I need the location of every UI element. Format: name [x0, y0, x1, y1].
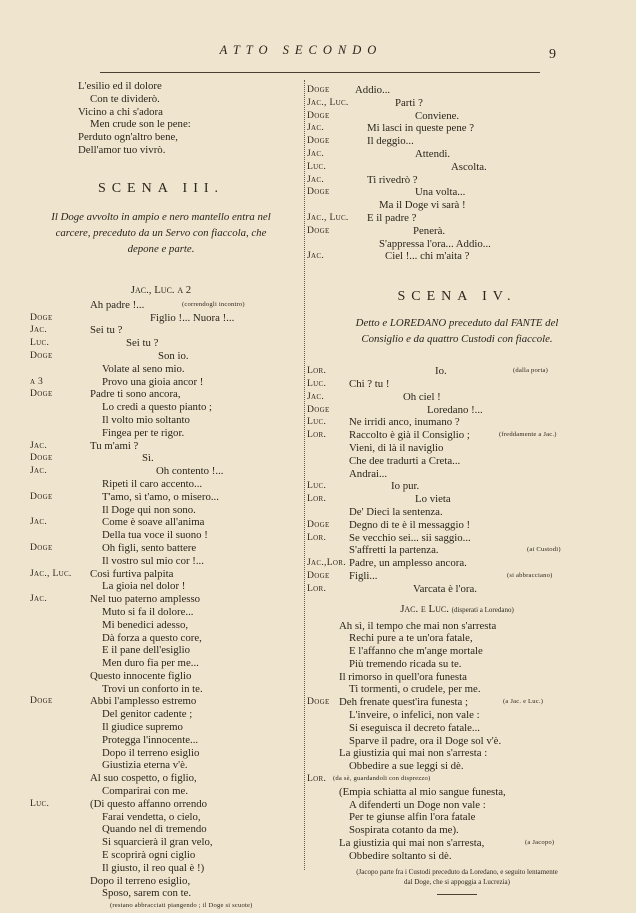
- dialogue-line: [30, 708, 292, 721]
- dialogue-line: [307, 506, 607, 519]
- verse-text: Protegga l'innocente...: [102, 733, 199, 746]
- verse-text: Loredano !...: [427, 403, 483, 416]
- end-rule: [437, 894, 477, 895]
- stage-direction-line: depone e parte.: [127, 242, 195, 255]
- dialogue-line: [30, 606, 292, 619]
- verse-text: Sposo, sarem con te.: [102, 887, 192, 900]
- dialogue-line: [307, 570, 607, 583]
- dialogue-line: [307, 135, 607, 148]
- dialogue-line: [307, 620, 607, 633]
- dialogue-block: [307, 620, 607, 863]
- verse-text: E il pane dell'esiglio: [102, 644, 190, 657]
- dialogue-line: [30, 734, 292, 747]
- dialogue-line: [307, 557, 607, 570]
- dialogue-line: [30, 324, 292, 337]
- dialogue-line: [30, 312, 292, 325]
- speaker-label: Jac.: [307, 122, 325, 134]
- verse-text: E scoprirà ogni ciglio: [102, 849, 196, 862]
- header-rule: [100, 72, 540, 73]
- speaker-label: Doge: [307, 696, 330, 708]
- verse-text: La giustizia qui mai non s'arresta,: [339, 837, 485, 850]
- speaker-label: Doge: [307, 84, 330, 95]
- stage-note: (a Jacopo): [525, 839, 555, 847]
- verse-text: Nel tuo paterno amplesso: [90, 593, 201, 606]
- verse-text: Lo vieta: [415, 493, 451, 506]
- dialogue-line: [307, 709, 607, 722]
- verse-text: Con te dividerò.: [90, 92, 160, 105]
- speaker-label: Lor.: [307, 773, 327, 785]
- verse-text: Padre ti sono ancora,: [90, 388, 181, 401]
- verse-line: [30, 131, 292, 144]
- verse-text: E il padre ?: [367, 211, 417, 224]
- dialogue-line: [30, 376, 292, 389]
- verse-text: Raccolto è già il Consiglio ;: [349, 429, 470, 442]
- dialogue-line: [307, 391, 607, 404]
- dialogue-line: [307, 671, 607, 684]
- dialogue-line: [307, 84, 607, 97]
- dialogue-line: [307, 238, 607, 251]
- closing-note-line: (Jacopo parte fra i Custodi preceduto da Loredano, e seguito lentamente: [356, 867, 558, 876]
- dialogue-line: [307, 225, 607, 238]
- stage-direction: [30, 209, 292, 257]
- dialogue-line: [307, 250, 607, 263]
- verse-text: Più tremendo ricada su te.: [349, 657, 462, 670]
- verse-line: [30, 118, 292, 131]
- dialogue-line: [30, 580, 292, 593]
- scene-heading: SCENA IV.: [397, 289, 517, 305]
- verse-text: Rechi pure a te un'ora fatale,: [349, 632, 473, 645]
- page-number: 9: [549, 47, 556, 62]
- verse-text: Una volta...: [415, 186, 466, 199]
- dialogue-line: [30, 798, 292, 811]
- stage-direction-line: carcere, preceduto da un Servo con fiaccola, che: [55, 226, 267, 239]
- dialogue-line: [30, 875, 292, 888]
- dialogue-line: [307, 186, 607, 199]
- dialogue-line: [30, 299, 292, 312]
- verse-text: Provo una gioia ancor !: [102, 375, 204, 388]
- verse-text: Ciel !... chi m'aita ?: [385, 250, 470, 263]
- dialogue-line: [307, 683, 607, 696]
- dialogue-line: [30, 759, 292, 772]
- speaker-label: Lor.: [307, 365, 327, 377]
- dialogue-line: [307, 811, 607, 824]
- verse-text: Dopo il terreno esiglio: [102, 746, 200, 759]
- dialogue-block: [30, 299, 292, 913]
- speaker-label: Lor.: [307, 493, 327, 505]
- verse-text: Padre, un amplesso ancora.: [349, 557, 467, 570]
- verse-text: Giustizia eterna v'è.: [102, 759, 188, 772]
- dialogue-line: [30, 849, 292, 862]
- verse-text: Vieni, di là il naviglio: [349, 441, 444, 454]
- stage-direction-line: Detto e LOREDANO preceduto dal FANTE del: [355, 317, 559, 330]
- speaker-label: Doge: [307, 403, 330, 415]
- verse-text: Son io.: [158, 349, 189, 362]
- verse-text: Ah sì, il tempo che mai non s'arresta: [339, 619, 497, 632]
- verse-text: Mi lasci in queste pene ?: [367, 122, 475, 135]
- dialogue-block: [307, 365, 607, 595]
- speaker-label: Doge: [307, 135, 330, 147]
- speaker-label: Jac., Luc.: [307, 211, 349, 223]
- speaker-label: Doge: [307, 109, 330, 121]
- dialogue-line: [30, 785, 292, 798]
- verse-text: Ascolta.: [451, 160, 487, 173]
- dialogue-line: [307, 199, 607, 212]
- dialogue-line: [30, 811, 292, 824]
- verse-text: Il volto mio soltanto: [102, 413, 190, 426]
- stage-note: (da sè, guardandoli con disprezzo): [333, 775, 431, 783]
- dialogue-line: [30, 721, 292, 734]
- speaker-label: Jac., Luc.: [30, 567, 72, 579]
- dialogue-line: [307, 658, 607, 671]
- verse-text: (Di questo affanno orrendo: [90, 797, 208, 810]
- dialogue-line: [30, 568, 292, 581]
- dialogue-line: [307, 161, 607, 174]
- verse-text: Volate al seno mio.: [102, 362, 185, 375]
- dialogue-line: [307, 97, 607, 110]
- verse-text: Io.: [435, 365, 447, 378]
- verse-text: Il rimorso in quell'ora funesta: [339, 670, 467, 683]
- dialogue-line: [307, 696, 607, 709]
- verse-text: Men crude son le pene:: [90, 118, 191, 131]
- dialogue-line: [307, 632, 607, 645]
- dialogue-line: [30, 363, 292, 376]
- verse-text: Oh contento !...: [156, 465, 224, 478]
- dialogue-line: [30, 632, 292, 645]
- dialogue-line: [30, 440, 292, 453]
- column-divider: [304, 80, 305, 870]
- dialogue-line: [30, 683, 292, 696]
- dialogue-line: [307, 760, 607, 773]
- verse-text: Degno di te è il messaggio !: [349, 518, 471, 531]
- dialogue-line: [307, 773, 607, 786]
- speaker-label: Luc.: [307, 377, 327, 389]
- verse-text: Ne irridi anco, inumano ?: [349, 416, 460, 429]
- verse-text: S'affretti la partenza.: [349, 544, 439, 557]
- dialogue-line: [30, 401, 292, 414]
- dialogue-line: [307, 174, 607, 187]
- verse-text: Ripeti il caro accento...: [102, 477, 203, 490]
- verse-text: (Empia schiatta al mio sangue funesta,: [339, 785, 506, 798]
- speaker-label: Jac.: [30, 516, 48, 528]
- verse-text: Mi benedici adesso,: [102, 618, 189, 631]
- speaker-label: Jac.: [307, 147, 325, 159]
- dialogue-line: [30, 465, 292, 478]
- dialogue-line: [30, 337, 292, 350]
- verse-line: [30, 93, 292, 106]
- speaker-label: Lor.: [307, 429, 327, 441]
- dialogue-line: [307, 429, 607, 442]
- dialogue-line: [307, 455, 607, 468]
- dialogue-line: [307, 148, 607, 161]
- verse-text: Addio...: [355, 84, 391, 96]
- speaker-label: Jac.: [307, 390, 325, 402]
- speaker-label: Jac.: [307, 173, 325, 185]
- speaker-label: Luc.: [307, 160, 327, 172]
- verse-text: Ma il Doge vi sarà !: [379, 199, 466, 212]
- verse-line: [30, 106, 292, 119]
- dialogue-line: [30, 836, 292, 849]
- verse-text: Chi ? tu !: [349, 377, 390, 390]
- dialogue-line: [307, 799, 607, 812]
- dialogue-line: [307, 110, 607, 123]
- stage-direction-line: Il Doge avvolto in ampio e nero mantello entra nel: [51, 210, 271, 223]
- speaker-label: Jac.,Lor.: [307, 557, 346, 569]
- speaker-label: Doge: [30, 311, 53, 323]
- verse-text: Muto si fa il dolore...: [102, 605, 194, 618]
- speaker-label: a 3: [30, 375, 44, 387]
- dialogue-line: [30, 747, 292, 760]
- verse-text: Varcata è l'ora.: [413, 582, 477, 595]
- verse-text: Andrai...: [349, 467, 388, 480]
- ensemble-heading-label: Jac. e Luc.: [400, 602, 449, 615]
- right-column: [307, 84, 607, 895]
- verse-text: Per te giunse alfin l'ora fatale: [349, 811, 476, 824]
- dialogue-line: [30, 350, 292, 363]
- dialogue-line: [30, 593, 292, 606]
- verse-text: Abbi l'amplesso estremo: [90, 695, 197, 708]
- verse-text: Ah padre !...: [90, 298, 145, 311]
- dialogue-line: [307, 404, 607, 417]
- verse-text: Tu m'ami ?: [90, 439, 139, 452]
- verse-text: Sì.: [142, 452, 154, 465]
- speaker-label: Doge: [307, 518, 330, 530]
- verse-text: Il giusto, il reo qual è !): [102, 861, 205, 874]
- speaker-label: Doge: [30, 541, 53, 553]
- verse-text: Dà forza a questo core,: [102, 631, 202, 644]
- verse-text: Dell'amor tuo vivrò.: [78, 143, 166, 156]
- verse-text: Oh figli, sento battere: [102, 541, 197, 554]
- verse-text: Figlio !... Nuora !...: [150, 311, 235, 324]
- verse-text: L'inveire, o infelici, non vale :: [349, 709, 480, 722]
- verse-text: Si squarcierà il gran velo,: [102, 836, 213, 849]
- dialogue-line: [30, 414, 292, 427]
- verse-text: E l'affanno che m'ange mortale: [349, 645, 483, 658]
- verse-text: Io pur.: [391, 480, 420, 493]
- dialogue-line: [307, 645, 607, 658]
- dialogue-line: [307, 544, 607, 557]
- verse-text: Obbedire soltanto si dè.: [349, 849, 452, 862]
- speaker-label: Jac.: [30, 439, 48, 451]
- verse-line: [30, 144, 292, 157]
- dialogue-line: [307, 480, 607, 493]
- verse-text: Ti tormenti, o crudele, per me.: [349, 683, 481, 696]
- dialogue-line: [30, 772, 292, 785]
- verse-text: Deh frenate quest'ira funesta ;: [339, 696, 469, 709]
- dialogue-line: [307, 532, 607, 545]
- verse-text: Dopo il terreno esiglio,: [90, 874, 191, 887]
- speaker-label: Doge: [30, 349, 53, 361]
- speaker-label: Doge: [307, 569, 330, 581]
- dialogue-line: [30, 504, 292, 517]
- dialogue-line: [307, 747, 607, 760]
- speaker-label: Doge: [307, 186, 330, 198]
- verse-text: Così furtiva palpita: [90, 567, 174, 580]
- stage-direction-line: Consiglio e da quattro Custodi con fiaccole.: [361, 333, 553, 346]
- stage-direction: [307, 315, 607, 347]
- dialogue-line: [30, 555, 292, 568]
- dialogue-line: [307, 378, 607, 391]
- verse-text: Se vecchio sei... sii saggio...: [349, 531, 471, 544]
- dialogue-line: [30, 491, 292, 504]
- stage-note: (ai Custodi): [527, 546, 561, 554]
- closing-note-line: dal Doge, che si appoggia a Lucrezia): [404, 877, 510, 886]
- verse-text: Obbedire a sue leggi si dè.: [349, 760, 464, 773]
- dialogue-line: [30, 388, 292, 401]
- verse-text: Del genitor cadente ;: [102, 708, 193, 721]
- verse-text: Il vostro sul mio cor !...: [102, 554, 204, 567]
- verse-text: Vicino a chi s'adora: [78, 105, 163, 118]
- verse-line: [30, 80, 292, 93]
- dialogue-line: [30, 478, 292, 491]
- dialogue-line: [307, 735, 607, 748]
- speaker-label: Jac.: [30, 593, 48, 605]
- verse-text: Penerà.: [413, 224, 446, 237]
- dialogue-line: [307, 365, 607, 378]
- stage-note: (a Jac. e Luc.): [503, 698, 544, 706]
- verse-text: La giustizia qui mai non s'arresta :: [339, 747, 488, 760]
- verse-text: Oh ciel !: [403, 390, 441, 403]
- verse-text: Come è soave all'anima: [102, 516, 205, 529]
- verse-text: A difenderti un Doge non vale :: [349, 798, 486, 811]
- speaker-label: Doge: [30, 695, 53, 707]
- speaker-label: Lor.: [307, 582, 327, 594]
- verse-text: Sei tu ?: [90, 324, 123, 337]
- dialogue-line: [30, 657, 292, 670]
- verse-text: Comparirai con me.: [102, 785, 189, 798]
- speaker-label: Luc.: [30, 337, 50, 349]
- speaker-label: Jac.: [30, 324, 48, 336]
- speaker-label: Doge: [30, 452, 53, 464]
- verse-text: Si eseguisca il decreto fatale...: [349, 721, 481, 734]
- speaker-label: Luc.: [307, 416, 327, 428]
- left-column: [30, 80, 292, 913]
- dialogue-line: [30, 670, 292, 683]
- verse-text: Quando nel dì tremendo: [102, 823, 207, 836]
- speaker-label: Luc.: [30, 797, 50, 809]
- verse-text: Figli...: [349, 569, 378, 582]
- dialogue-line: [307, 468, 607, 481]
- verse-text: Il giudice supremo: [102, 721, 183, 734]
- verse-text: Trovi un conforto in te.: [102, 682, 203, 695]
- dialogue-line: [30, 452, 292, 465]
- verse-text: Fingea per te rigor.: [102, 426, 185, 439]
- dialogue-line: [30, 529, 292, 542]
- dialogue-line: [307, 837, 607, 850]
- verse-text: Al suo cospetto, o figlio,: [90, 772, 197, 785]
- verse-text: S'appressa l'ora... Addio...: [379, 237, 491, 250]
- ensemble-heading-note: (disperati a Loredano): [451, 605, 514, 614]
- dialogue-line: [307, 786, 607, 799]
- verse-text: Perduto ogn'altro bene,: [78, 131, 178, 144]
- dialogue-line: [30, 862, 292, 875]
- verse-text: Sei tu ?: [126, 337, 159, 350]
- page-header: [0, 41, 636, 71]
- dialogue-line: [30, 427, 292, 440]
- verse-text: Lo credi a questo pianto ;: [102, 401, 213, 414]
- speaker-label: Luc.: [307, 480, 327, 492]
- dialogue-line: [307, 442, 607, 455]
- verse-text: Parti ?: [395, 96, 423, 109]
- verse-text: La gioia nel dolor !: [102, 580, 186, 593]
- dialogue-line: [30, 516, 292, 529]
- dialogue-line: [30, 695, 292, 708]
- verse-text: Il deggio...: [367, 135, 414, 148]
- stage-note: (si abbracciano): [507, 571, 553, 579]
- dialogue-line: [307, 122, 607, 135]
- dialogue-line: [307, 722, 607, 735]
- speaker-label: Jac.: [30, 465, 48, 477]
- closing-stage-note: [307, 867, 607, 887]
- dialogue-line: [30, 823, 292, 836]
- dialogue-line: [30, 619, 292, 632]
- ensemble-heading: Jac., Luc. a 2: [130, 283, 192, 296]
- stage-note: (dalla porta): [513, 367, 549, 375]
- stage-note: (restano abbracciati piangendo ; il Doge si scuote): [110, 902, 253, 910]
- verse-text: Questo innocente figlio: [90, 669, 192, 682]
- verse-text: Il Doge qui non sono.: [102, 503, 196, 516]
- verse-text: T'amo, sì t'amo, o misero...: [102, 490, 219, 503]
- speaker-label: Doge: [307, 224, 330, 236]
- speaker-label: Jac.: [307, 250, 325, 262]
- verse-text: L'esilio ed il dolore: [78, 80, 162, 92]
- dialogue-line: [307, 824, 607, 837]
- verse-block: [30, 80, 292, 157]
- dialogue-line: [307, 493, 607, 506]
- scene-heading: SCENA III.: [97, 180, 225, 196]
- dialogue-block: [307, 84, 607, 263]
- dialogue-line: [307, 583, 607, 596]
- verse-text: Sospirata cotanto da me).: [349, 824, 459, 837]
- dialogue-line: [30, 900, 292, 913]
- verse-text: Che dee tradurti a Creta...: [349, 454, 461, 467]
- verse-text: Conviene.: [415, 109, 460, 122]
- speaker-label: Doge: [30, 490, 53, 502]
- dialogue-line: [307, 850, 607, 863]
- verse-text: Della tua voce il suono !: [102, 529, 208, 542]
- dialogue-line: [307, 212, 607, 225]
- dialogue-line: [30, 542, 292, 555]
- speaker-label: Lor.: [307, 531, 327, 543]
- verse-text: De' Dieci la sentenza.: [349, 505, 443, 518]
- dialogue-line: [307, 519, 607, 532]
- dialogue-line: [30, 887, 292, 900]
- speaker-label: Doge: [30, 388, 53, 400]
- stage-note: (correndogli incontro): [182, 300, 245, 308]
- stage-note: (freddamente a Jac.): [499, 431, 557, 439]
- dialogue-line: [30, 644, 292, 657]
- verse-text: Attendi.: [415, 147, 451, 160]
- dialogue-line: [307, 416, 607, 429]
- ensemble-heading: [307, 602, 607, 616]
- speaker-label: Jac., Luc.: [307, 96, 349, 108]
- verse-text: Sparve il padre, ora il Doge sol v'è.: [349, 734, 502, 747]
- verse-text: Men duro fia per me...: [102, 657, 199, 670]
- verse-text: Ti rivedrò ?: [367, 173, 418, 186]
- running-title: ATTO SECONDO: [219, 43, 383, 57]
- verse-text: Farai vendetta, o cielo,: [102, 810, 201, 823]
